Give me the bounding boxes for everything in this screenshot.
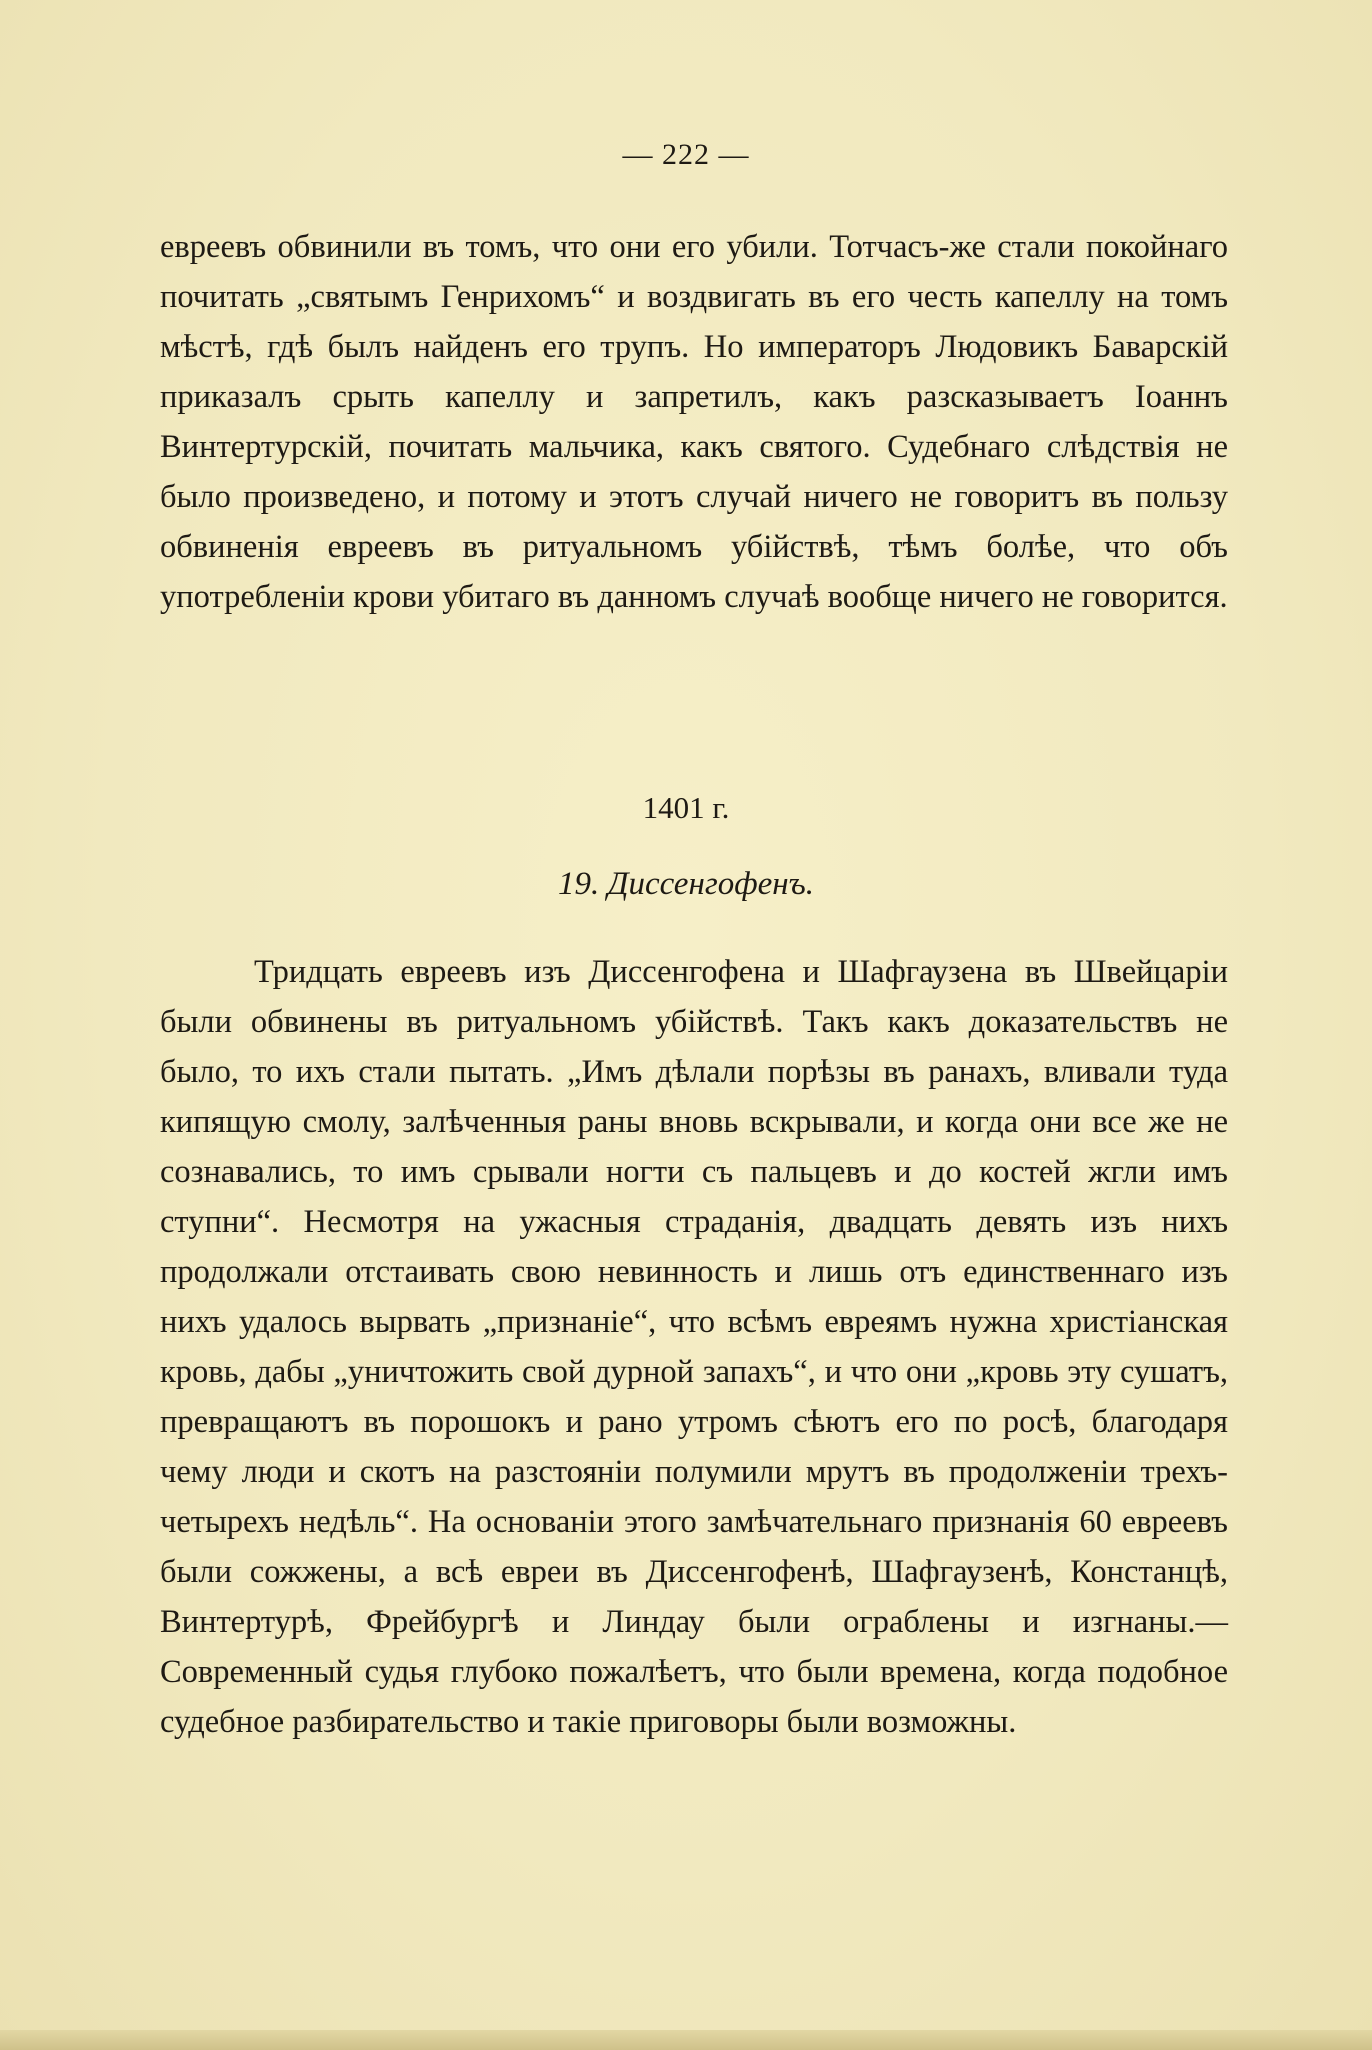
paragraph-2-text: Тридцать евреевъ изъ Диссенгофена и Шафгаузена въ Швейцаріи были обвинены въ ритуальномъ убійствѣ. Такъ какъ доказательствъ не было, то ихъ стали пытать. „Имъ дѣлали порѣзы въ ранахъ, вливали туда кипящую смолу, залѣченныя раны вновь вскрывали, и когда они все же не сознавались, то имъ срывали ногти съ пальцевъ и до костей жгли имъ ступни“. Несмотря на ужасныя страданія, двадцать девять изъ нихъ продолжали отстаивать свою невинность и лишь отъ единственнаго изъ нихъ удалось вырвать „признаніе“, что всѣмъ евреямъ нужна христіанская кровь, дабы „уничтожить свой дурной запахъ“, и что они „кровь эту сушатъ, превращаютъ въ порошокъ и рано утромъ сѣютъ его по росѣ, благодаря чему люди и скотъ на разстояніи полумили мрутъ въ продолженіи трехъ-четырехъ недѣль“. На основаніи этого замѣчательнаго признанія 60 евреевъ были сожжены, а всѣ евреи въ Диссенгофенѣ, Шафгаузенѣ, Констанцѣ, Винтертурѣ, Фрейбургѣ и Линдау были ограблены и изгнаны.—Современный судья глубоко пожалѣетъ, что были времена, когда подобное судебное разбирательство и такіе приговоры были возможны. [160, 954, 1228, 1740]
paragraph-1-text: евреевъ обвинили въ томъ, что они его убили. Тотчасъ-же стали покойнаго почитать „святымъ Генрихомъ“ и воздвигать въ его честь капеллу на томъ мѣстѣ, гдѣ былъ найденъ его трупъ. Но императоръ Людовикъ Баварскій приказалъ срыть капеллу и запретилъ, какъ разсказываетъ Іоаннъ Винтертурскій, почитать мальчика, какъ святого. Судебнаго слѣдствія не было произведено, и потому и этотъ случай ничего не говоритъ въ пользу обвиненія евреевъ въ ритуальномъ убійствѣ, тѣмъ болѣе, что объ употребленіи крови убитаго въ данномъ случаѣ вообще ничего не говорится. [160, 229, 1228, 615]
year-heading: 1401 г. [642, 790, 730, 825]
page-bottom-edge [0, 2030, 1372, 2050]
page-number: — 222 — [622, 138, 750, 171]
paragraph-section-19 [160, 947, 1228, 1747]
section-heading: 19. Диссенгофенъ. [557, 866, 815, 902]
paragraph-continuation [160, 222, 1228, 622]
